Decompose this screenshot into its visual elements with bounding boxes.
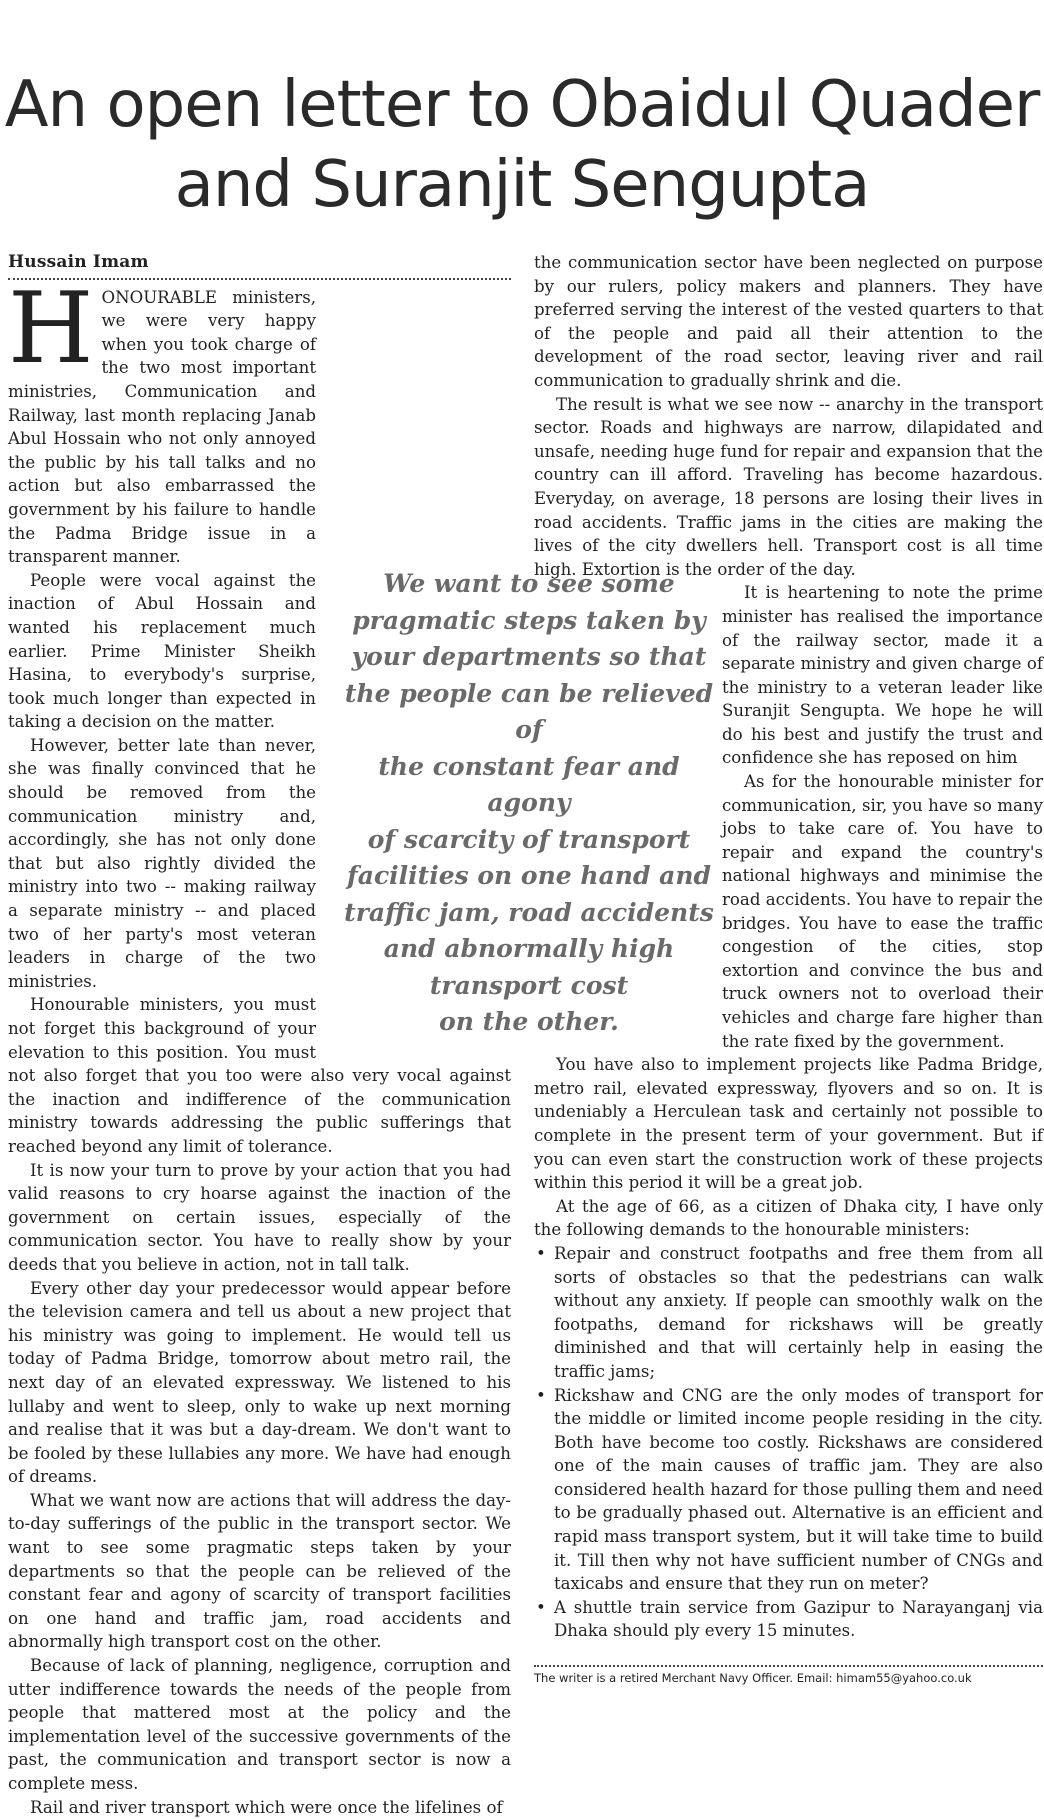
paragraph: People were vocal against the inaction of Abul Hossain and wanted his replacement much earlier. Prime Minister Sheikh Hasina, to everybody's surprise, took much longer than expected in taking a decision on the matter. [8,570,316,732]
headline [0,65,1044,225]
paragraph: You have also to implement projects like Padma Bridge, metro rail, elevated expressway, flyovers and so on. It is undeniably a Herculean task and certainly not possible to complete in the present term of your government. But if you can even start the construction work of these projects within this period it will be a great job. [534,1055,1043,1193]
paragraph: What we want now are actions that will address the day-to-day sufferings of the public in the transport sector. We want to see some pragmatic steps taken by your departments so that the people can be relieved of the constant fear and agony of scarcity of transport facilities on one hand and traffic jam, road accidents and abnormally high transport cost on the other. [8,1490,511,1652]
pull-quote [340,566,718,1041]
paragraph: Honourable ministers, you must not forget this background of your elevation to this position. You must not also forget that you too were also very vocal against the inaction and indifference of the communication ministry towards addressing the public sufferings that reached beyond any limit of tolerance. [8,995,511,1156]
pull-quote-line: on the other. [439,1007,619,1036]
list-item: • Repair and construct footpaths and free them from all sorts of obstacles so that the pedestrians can walk without any anxiety. If people can smoothly walk on the footpaths, demand for rickshaws will be greatly diminished and that will certainly help in easing the traffic jams; [534,1242,1043,1384]
demands-list [534,1242,1043,1643]
pull-quote-line: and abnormally high [383,934,675,963]
byline-text: Hussain Imam [8,252,149,272]
paragraph: As for the honourable minister for communication, sir, you have so many jobs to take care of. You have to repair and expand the country's national highways and minimise the road accidents. You have to repair the bridges. You have to ease the traffic congestion of the cities, stop extortion and convince the bus and truck owners not to overload their vehicles and charge fare higher than the rate fixed by the government. [722,772,1043,1051]
pull-quote-line: facilities on one hand and [346,861,711,890]
list-item: • Rickshaw and CNG are the only modes of transport for the middle or limited income people residing in the city. Both have become too costly. Rickshaws are considered one of the main causes of traffic jam. They are also considered health hazard for those pulling them and need to be gradually phased out. Alternative is an efficient and rapid mass transport system, but it will take time to build it. Till then why not have sufficient number of CNGs and taxicabs and ensure that they run on meter? [534,1384,1043,1596]
pull-quote-line: the people can be relieved of [344,678,714,744]
paragraph: At the age of 66, as a citizen of Dhaka city, I have only the following demands to the honourable ministers: [534,1196,1043,1240]
pull-quote-line: traffic jam, road accidents [344,897,714,927]
paragraph: The result is what we see now -- anarchy in the transport sector. Roads and highways are narrow, dilapidated and unsafe, needing huge fund for repair and expansion that the country can ill afford. Traveling has become hazardous. Everyday, on average, 18 persons are losing their lives in road accidents. Traffic jams in the cities are making the lives of the city dwellers hell. Transport cost is all time high. Extortion is the order of the day. [534,394,1043,579]
pull-quote-line: pragmatic steps taken by [352,605,706,635]
pull-quote-line: your departments so that [351,642,707,671]
drop-cap: H [8,271,94,386]
pull-quote-line: the constant fear and agony [378,751,680,817]
headline-line-1: An open letter to Obaidul Quader [4,67,1040,142]
paragraph: Every other day your predecessor would appear before the television camera and tell us about a new project that his ministry was going to implement. He would tell us today of Padma Bridge, tomorrow about metro rail, the next day of an elevated expressway. We listened to his lullaby and went to sleep, only to wake up next morning and realise that it was but a day-dream. We don't want to be fooled by these lullabies any more. We have had enough of dreams. [8,1278,511,1487]
pull-quote-line: We want to see some [383,569,675,598]
author-footnote: The writer is a retired Merchant Navy Officer. Email: himam55@yahoo.co.uk [534,1665,1043,1685]
lead-text: ONOURABLE ministers, we were very happy when you took charge of the two most important ministries, Communication and Railway, last month replacing Janab Abul Hossain who not only annoyed the public by his tall talks and no action but also embarrassed the government by his failure to handle the Padma Bridge issue in a transparent manner. [8,287,316,567]
paragraph: Rail and river transport which were once the lifelines of [30,1797,503,1817]
paragraph: However, better late than never, she was finally convinced that he should be removed from the communication ministry and, accordingly, she has not only done that but also rightly divided the ministry into two -- making railway a separate ministry -- and placed two of her party's most veteran leaders in charge of the two ministries. [8,735,316,991]
paragraph: the communication sector have been neglected on purpose by our rulers, policy makers and planners. They have preferred serving the interest of the vested quarters to that of the people and paid all their attention to the development of the road sector, leaving river and rail communication to gradually shrink and die. [534,253,1043,390]
pull-quote-line: transport cost [429,970,629,1000]
paragraph: It is now your turn to prove by your action that you had valid reasons to cry hoarse against the inaction of the government on certain issues, especially of the communication sector. You have to really show by your deeds that you believe in action, not in tall talk. [8,1160,511,1274]
lead-paragraph [8,271,511,569]
list-item: • A shuttle train service from Gazipur to Narayanganj via Dhaka should ply every 15 minutes. [534,1596,1043,1643]
paragraph: It is heartening to note the prime minister has realised the importance of the railway sector, made it a separate ministry and given charge of the ministry to a veteran leader like Suranjit Sengupta. We hope he will do his best and justify the trust and confidence she has reposed on him [722,583,1043,768]
paragraph: Because of lack of planning, negligence, corruption and utter indifference towards the needs of the people from people that mattered most at the policy and the implementation level of the successive governments of the past, the communication and transport sector is now a complete mess. [8,1656,511,1793]
pull-quote-line: of scarcity of transport [367,824,691,854]
headline-line-2: and Suranjit Sengupta [174,147,870,222]
